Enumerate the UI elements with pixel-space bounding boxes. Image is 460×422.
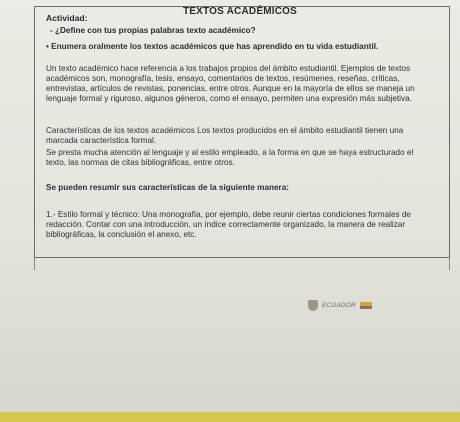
bottom-yellow-strip (0, 412, 460, 422)
footer-brand-text: ECUADOR (322, 302, 356, 309)
paragraph-line-1: Un texto académico hace referencia a los trabajos propios del ámbito estudiantil. Ejemplos de textos (46, 64, 411, 73)
coat-of-arms-icon (308, 300, 318, 311)
subheading-line: Se pueden resumir sus características de la siguiente manera: (46, 183, 290, 192)
frame-divider-left (34, 258, 35, 270)
paragraph-line-10: 1.- Estilo formal y técnico: Una monografía, por ejemplo, debe reunir ciertas condiciones formales de (46, 210, 411, 219)
paragraph-line-4: lenguaje formal y riguroso, algunos géneros, como el ensayo, permiten una expresión más subjetiva. (46, 94, 412, 103)
paragraph-line-12: bibliográficas, la conclusión el anexo, etc. (46, 230, 197, 239)
paragraph-line-11: redacción. Contar con una introducción, un índice correctamente organizado, la manera de realizar (46, 220, 406, 229)
activity-label: Actividad: (46, 13, 88, 23)
frame-divider-right (449, 258, 450, 270)
footer-logo (308, 300, 376, 311)
watermark-mark (94, 292, 124, 302)
paragraph-line-8: texto, las normas de citas bibliográficas, entre otros. (46, 158, 235, 167)
paragraph-line-5: Características de los textos académicos Los textos producidos en el ámbito estudiantil tienen una (46, 126, 404, 135)
question-line: - ¿Define con tus propias palabras texto académico? (50, 26, 256, 35)
paragraph-line-7: Se presta mucha atención al lenguaje y al estilo empleado, a la forma en que se haya estructurado el (46, 148, 414, 157)
paragraph-line-6: marcada característica formal. (46, 136, 157, 145)
paragraph-line-3: entrevistas, artículos de revistas, ponencias, entre otros. Aunque en la mayoría de ellos se maneja un (46, 84, 415, 93)
document-title: TEXTOS ACADÉMICOS (183, 6, 297, 17)
ecuador-flag-icon (360, 302, 372, 309)
bullet-line: • Enumera oralmente los textos académicos que has aprendido en tu vida estudiantil. (46, 42, 379, 51)
paragraph-line-2: académicos son, monografía, tesis, ensayo, comentarios de textos, resúmenes, reseñas, críticas, (46, 74, 400, 83)
